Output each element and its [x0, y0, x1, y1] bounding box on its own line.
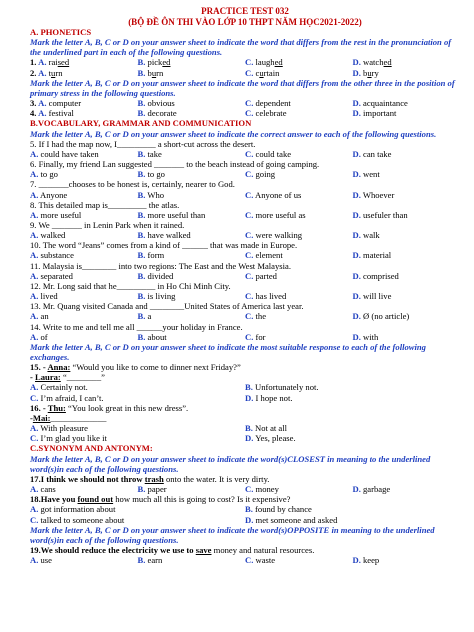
q4-option-d[interactable]: D. important [352, 108, 397, 119]
q3-option-d[interactable]: D. acquaintance [352, 98, 408, 109]
question-10-option-b[interactable]: B. form [137, 250, 165, 261]
question-8-option-b[interactable]: B. more useful than [137, 209, 206, 220]
question-9-option-d[interactable]: D. walk [352, 230, 380, 241]
speaker-thu: Thu: [47, 402, 66, 413]
question-8-stem: 8. This detailed map is_________ the atlas. [30, 199, 180, 210]
question-6-option-a[interactable]: A. to go [30, 169, 58, 180]
question-19-option-a[interactable]: A. use [30, 555, 52, 566]
question-15-option-a[interactable]: A. Certainly not. [30, 382, 88, 393]
question-10-option-c[interactable]: C. element [245, 250, 283, 261]
q3-option-c[interactable]: C. dependent [245, 98, 291, 109]
question-9-stem: 9. We _______ in Lenin Park when it rained. [30, 219, 185, 230]
question-6-option-b[interactable]: B. to go [137, 169, 165, 180]
question-5-option-c[interactable]: C. could take [245, 148, 292, 159]
question-13-option-b[interactable]: B. a [137, 311, 152, 322]
question-11-options [30, 271, 460, 281]
question-16-response: -Mai:_____________ [30, 412, 107, 423]
instruction-exchanges: Mark the letter A, B, C or D on your answer sheet to indicate the most suitable response to each of the following exchanges. [30, 341, 426, 362]
question-1 [30, 57, 460, 67]
question-8-option-d[interactable]: D. usefuler than [352, 209, 408, 220]
question-10-stem: 10. The word “Jeans” comes from a kind of ______ that was made in Europe. [30, 240, 298, 251]
question-14-stem: 14. Write to me and tell me all ______your holiday in France. [30, 321, 243, 332]
q1-option-c[interactable]: C. laughed [245, 57, 283, 68]
question-12-option-a[interactable]: A. lived [30, 291, 58, 302]
question-16-options [30, 423, 460, 443]
question-6-options [30, 169, 460, 179]
question-18-option-a[interactable]: A. got information about [30, 504, 116, 515]
question-9-option-c[interactable]: C. were walking [245, 230, 303, 241]
question-5-options [30, 149, 460, 159]
question-19-option-c[interactable]: C. waste [245, 555, 276, 566]
question-13-options [30, 311, 460, 321]
q1-option-b[interactable]: B. picked [137, 57, 171, 68]
question-2 [30, 68, 460, 78]
speaker-laura: Laura: [35, 372, 61, 383]
instruction-closest: Mark the letter A, B, C or D on your answer sheet to indicate the word(s)CLOSEST in meaning to the underlined word(s)in each of the following questions. [30, 453, 431, 474]
q4-option-c[interactable]: C. celebrate [245, 108, 287, 119]
question-8-options [30, 210, 460, 220]
question-19-option-d[interactable]: D. keep [352, 555, 380, 566]
question-11-option-c[interactable]: C. parted [245, 270, 277, 281]
instruction-stress: Mark the letter A, B, C or D on your answer sheet to indicate the word that differs from the other three in the position of primary stress in the following questions. [30, 77, 455, 98]
speaker-mai: Mai: [32, 412, 51, 423]
question-9-option-b[interactable]: B. have walked [137, 230, 191, 241]
q2-option-b[interactable]: B. burn [137, 67, 164, 78]
question-14-options [30, 332, 460, 342]
question-17-stem: 17.I think we should not throw trash onto the water. It is very dirty. [30, 473, 270, 484]
question-16-option-d[interactable]: D. Yes, please. [245, 433, 296, 444]
question-18-options [30, 504, 460, 524]
question-12-stem: 12. Mr. Long said that he_________ in Ho Chi Minh City. [30, 280, 231, 291]
question-10-option-d[interactable]: D. material [352, 250, 392, 261]
instruction-pronunciation: Mark the letter A, B, C or D on your answer sheet to indicate the word that differs from the rest in the pronunciation of the underlined part in each of the following questions. [30, 37, 452, 58]
q2-option-d[interactable]: D. bury [352, 67, 379, 78]
question-11-option-a[interactable]: A. separated [30, 270, 73, 281]
question-16-option-b[interactable]: B. Not at all [245, 423, 288, 434]
question-15-option-d[interactable]: D. I hope not. [245, 392, 293, 403]
question-13-option-d[interactable]: D. Ø (no article) [352, 311, 410, 322]
question-14-option-d[interactable]: D. with [352, 331, 379, 342]
question-6-option-c[interactable]: C. going [245, 169, 276, 180]
speaker-anna: Anna: [47, 362, 71, 373]
question-14-option-a[interactable]: A. of [30, 331, 48, 342]
question-10-option-a[interactable]: A. substance [30, 250, 74, 261]
question-12-option-d[interactable]: D. will live [352, 291, 392, 302]
question-7-stem: 7. _______chooses to be honest is, certainly, nearer to God. [30, 179, 235, 190]
question-7-option-c[interactable]: C. Anyone of us [245, 189, 302, 200]
question-12-options [30, 291, 460, 301]
question-5-option-a[interactable]: A. could have taken [30, 148, 99, 159]
q3-option-b[interactable]: B. obvious [137, 98, 175, 109]
question-7-option-a[interactable]: A. Anyone [30, 189, 68, 200]
question-18-option-c[interactable]: C. talked to someone about [30, 514, 125, 525]
instruction-correct-answer: Mark the letter A, B, C or D on your answer sheet to indicate the correct answer to each of the following questions. [30, 128, 437, 139]
question-16-stem: 16. - Thu: “You look great in this new dress”. [30, 402, 189, 413]
question-17-option-b[interactable]: B. paper [137, 484, 167, 495]
question-11-option-b[interactable]: B. divided [137, 270, 174, 281]
question-14-option-c[interactable]: C. for [245, 331, 266, 342]
question-11-stem: 11. Malaysia is________ into two regions: The East and the West Malaysia. [30, 260, 291, 271]
question-19-options [30, 555, 460, 565]
question-19-stem: 19.We should reduce the electricity we use to save money and natural resources. [30, 544, 315, 555]
q2-option-a[interactable]: 2. A. turn [30, 67, 63, 78]
question-15-response: - Laura: “________” [30, 372, 105, 383]
question-8-option-c[interactable]: C. more useful as [245, 209, 306, 220]
question-17-options [30, 484, 460, 494]
section-synonym: C.SYNONYM AND ANTONYM: [30, 443, 153, 454]
question-10-options [30, 250, 460, 260]
question-13-stem: 13. Mr. Quang visited Canada and ________United States of America last year. [30, 301, 304, 312]
question-5-stem: 5. If I had the map now, I_________ a short-cut across the desert. [30, 138, 256, 149]
question-4 [30, 108, 460, 118]
q1-option-d[interactable]: D. watched [352, 57, 392, 68]
section-phonetics: A. PHONETICS [30, 27, 92, 37]
question-19-option-b[interactable]: B. earn [137, 555, 163, 566]
q1-option-a[interactable]: 1. A. raised [30, 57, 70, 68]
q2-option-c[interactable]: C. curtain [245, 67, 280, 78]
question-18-option-d[interactable]: D. met someone and asked [245, 514, 338, 525]
question-17-option-d[interactable]: D. garbage [352, 484, 391, 495]
question-15-options [30, 382, 460, 402]
question-7-option-d[interactable]: D. Whoever [352, 189, 395, 200]
section-vocabulary: B.VOCABULARY, GRAMMAR AND COMMUNICATION [30, 118, 252, 129]
question-11-option-d[interactable]: D. comprised [352, 270, 399, 281]
instruction-opposite: Mark the letter A, B, C or D on your answer sheet to indicate the word(s)OPPOSITE in meaning to the underlined word(s)in each of the following questions. [30, 524, 435, 545]
question-16-option-a[interactable]: A. With pleasure [30, 423, 88, 434]
question-7-options [30, 190, 460, 200]
question-8-option-a[interactable]: A. more useful [30, 209, 82, 220]
page-title: PRACTICE TEST 032 [201, 6, 289, 16]
question-7-option-b[interactable]: B. Who [137, 189, 165, 200]
question-13-option-a[interactable]: A. an [30, 311, 49, 322]
question-5-option-b[interactable]: B. take [137, 148, 162, 159]
question-17-option-c[interactable]: C. money [245, 484, 279, 495]
question-15-option-c[interactable]: C. I’m afraid, I can’t. [30, 392, 104, 403]
question-12-option-c[interactable]: C. has lived [245, 291, 287, 302]
question-18-option-b[interactable]: B. found by chance [245, 504, 312, 515]
question-15-option-b[interactable]: B. Unfortunately not. [245, 382, 319, 393]
question-6-option-d[interactable]: D. went [352, 169, 380, 180]
question-5-option-d[interactable]: D. can take [352, 148, 392, 159]
question-14-option-b[interactable]: B. about [137, 331, 167, 342]
question-15-stem: 15. - Anna: “Would you like to come to dinner next Friday?” [30, 362, 241, 373]
question-9-option-a[interactable]: A. walked [30, 230, 66, 241]
question-16-option-c[interactable]: C. I’m glad you like it [30, 433, 107, 444]
q3-option-a[interactable]: 3. A. computer [30, 98, 82, 109]
question-6-stem: 6. Finally, my friend Lan suggested _______ to the beach instead of going camping. [30, 159, 320, 170]
q4-option-b[interactable]: B. decorate [137, 108, 177, 119]
question-12-option-b[interactable]: B. is living [137, 291, 176, 302]
q4-option-a[interactable]: 4. A. festival [30, 108, 74, 119]
page-subtitle: (BỘ ĐỀ ÔN THI VÀO LỚP 10 THPT NĂM HỌC2021-2022) [128, 16, 362, 27]
question-9-options [30, 230, 460, 240]
question-13-option-c[interactable]: C. the [245, 311, 267, 322]
question-3 [30, 98, 460, 108]
question-17-option-a[interactable]: A. cans [30, 484, 56, 495]
question-18-stem: 18.Have you found out how much all this is going to cost? Is it expensive? [30, 494, 291, 505]
